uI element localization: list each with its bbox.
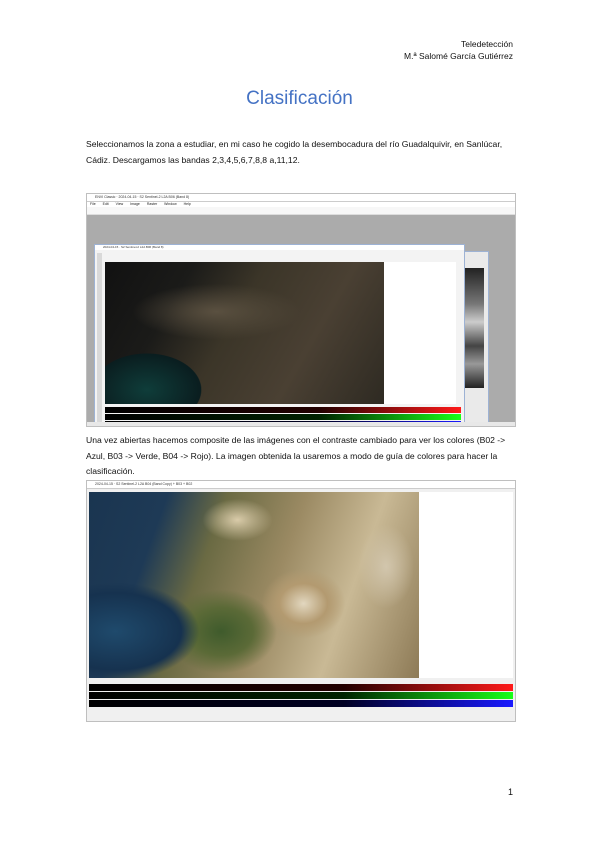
red-band-bar: [89, 684, 513, 691]
page-title: Clasificación: [246, 88, 353, 109]
menu-file[interactable]: File: [90, 202, 96, 206]
composite-window-title: 2024-04-15 · S2 Sentinel-2 L2A B04 (Band Copy) + B03 + B02: [87, 481, 515, 489]
empty-canvas: [384, 262, 456, 404]
red-band-bar: [105, 407, 461, 413]
header-course: Teledetección: [461, 39, 513, 49]
composite-paragraph: Una vez abiertas hacemos composite de las imágenes con el contraste cambiado para ver los colores (B02 -> Azul, B03 -> Verde, B04 -> Rojo). La imagen obtenida la usaremos a modo de guía de colores para hacer la clasificación.: [86, 435, 506, 476]
green-band-bar: [89, 692, 513, 699]
toolbar: [87, 207, 515, 215]
secondary-image-window[interactable]: [461, 251, 489, 427]
page-header: [404, 38, 513, 62]
menu-image[interactable]: Image: [130, 202, 140, 206]
workspace: [87, 215, 515, 422]
page-number: 1: [507, 787, 513, 797]
histogram-bands: [89, 684, 513, 708]
status-bar: [87, 422, 515, 426]
composite-satellite-image: [89, 492, 419, 678]
menu-window[interactable]: Window: [164, 202, 177, 206]
header-author: M.ª Salomé García Gutiérrez: [404, 51, 513, 61]
composite-screenshot: [86, 480, 516, 722]
image-window[interactable]: [94, 244, 465, 427]
menu-edit[interactable]: Edit: [102, 202, 109, 206]
menu-view[interactable]: View: [115, 202, 124, 206]
menu-help[interactable]: Help: [183, 202, 191, 206]
blue-band-bar: [89, 700, 513, 707]
empty-canvas: [419, 492, 513, 678]
app-title-bar: ENVI Classic · 2024-04-15 · S2 Sentinel-2 L2A B06 (Band 8): [87, 194, 515, 202]
satellite-image: [105, 262, 384, 404]
intro-paragraph: Seleccionamos la zona a estudiar, en mi caso he cogido la desembocadura del río Guadalquivir, en Sanlúcar, Cádiz. Descargamos las bandas 2,3,4,5,6,7,8,8 a,11,12.: [86, 139, 503, 165]
menu-raster[interactable]: Raster: [146, 202, 158, 206]
side-panel: [97, 253, 102, 427]
green-band-bar: [105, 414, 461, 420]
image-window-title: 2024-04-15 · S2 Sentinel-2 L2A B06 (Band 8): [95, 245, 464, 250]
envi-screenshot: [86, 193, 516, 427]
band-preview-image: [464, 268, 484, 388]
